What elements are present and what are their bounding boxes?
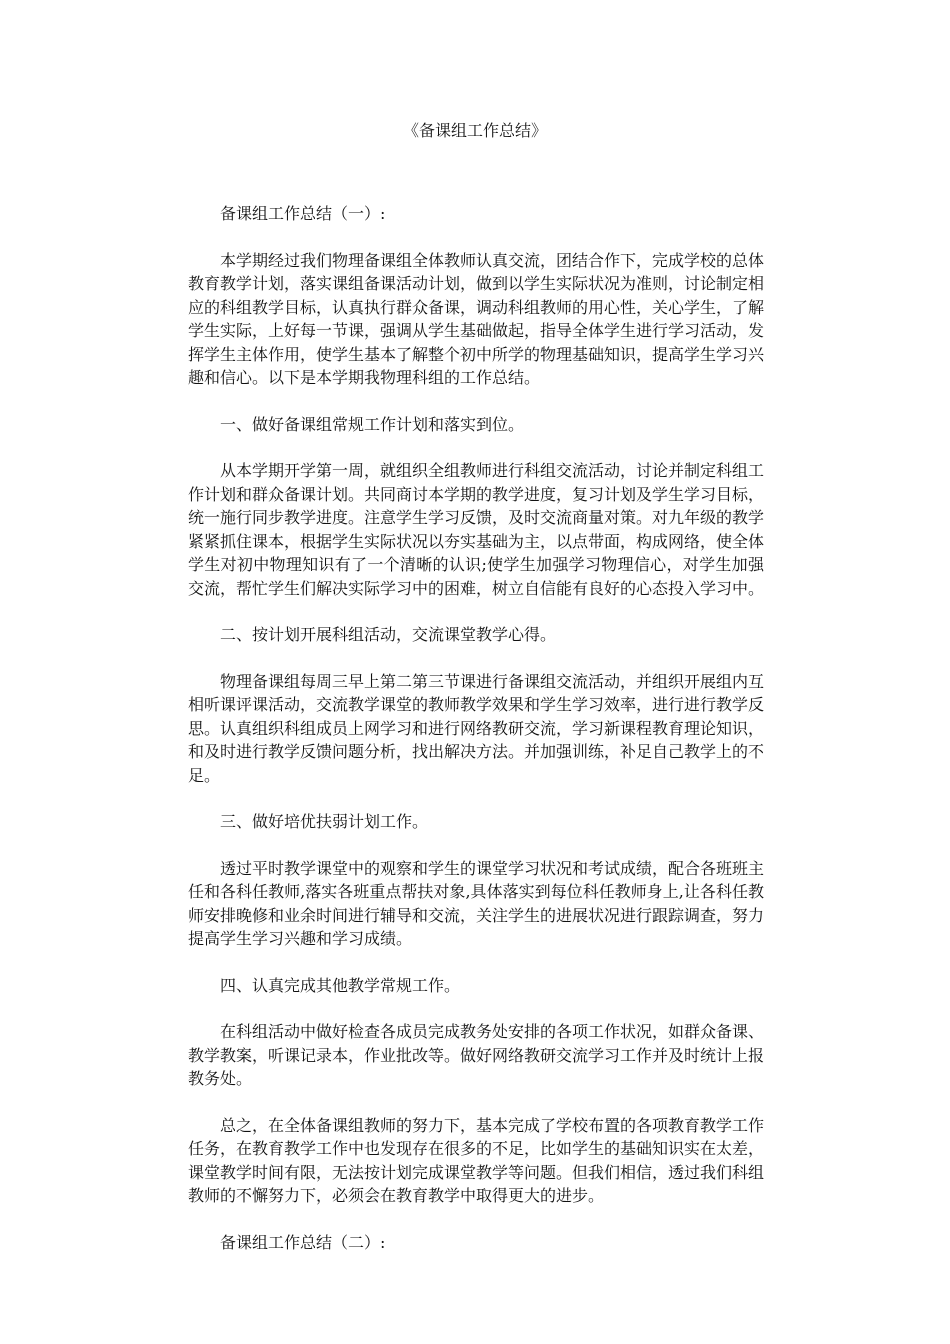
- intro-paragraph: 本学期经过我们物理备课组全体教师认真交流，团结合作下，完成学校的总体教育教学计划，落实课组备课活动计划，做到以学生实际状况为准则，讨论制定相应的科组教学目标，认真执行群众备课，调动科组教师的用心性，关心学生，了解学生实际，上好每一节课，强调从学生基础做起，指导全体学生进行学习活动，发挥学生主体作用，使学生基本了解整个初中所学的物理基础知识，提高学生学习兴趣和信心。以下是本学期我物理科组的工作总结。: [188, 250, 765, 387]
- section-heading-4: 四、认真完成其他教学常规工作。: [220, 975, 461, 995]
- section-2-paragraph: 物理备课组每周三早上第二第三节课进行备课组交流活动，并组织开展组内互相听课评课活动，交流教学课堂的教师教学效果和学生学习效率，进行进行教学反思。认真组织科组成员上网学习和进行网络教研交流，学习新课程教育理论知识，和及时进行教学反馈问题分析，找出解决方法。并加强训练，补足自己教学上的不足。: [188, 671, 765, 785]
- section-4-paragraph: 在科组活动中做好检查各成员完成教务处安排的各项工作状况，如群众备课、教学教案，听课记录本，作业批改等。做好网络教研交流学习工作并及时统计上报教务处。: [188, 1022, 765, 1088]
- section-3-paragraph: 透过平时教学课堂中的观察和学生的课堂学习状况和考试成绩，配合各班班主任和各科任教师,落实各班重点帮扶对象,具体落实到每位科任教师身上,让各科任教师安排晚修和业余时间进行辅导和交流，关注学生的进展状况进行跟踪调查，努力提高学生学习兴趣和学习成绩。: [188, 858, 765, 948]
- section-heading-1: 一、做好备课组常规工作计划和落实到位。: [220, 414, 525, 434]
- conclusion-paragraph: 总之，在全体备课组教师的努力下，基本完成了学校布置的各项教育教学工作任务，在教育教学工作中也发现存在很多的不足，比如学生的基础知识实在太差，课堂教学时间有限，无法按计划完成课堂教学等问题。但我们相信，透过我们科组教师的不懈努力下，必须会在教育教学中取得更大的进步。: [188, 1115, 765, 1205]
- section-heading-summary-2: 备课组工作总结（二）:: [220, 1232, 386, 1252]
- document-title: 《备课组工作总结》: [402, 121, 547, 140]
- section-heading-summary-1: 备课组工作总结（一）:: [220, 204, 386, 223]
- document-body: [188, 202, 764, 1277]
- section-heading-2: 二、按计划开展科组活动，交流课堂教学心得。: [220, 625, 557, 644]
- section-1-paragraph: 从本学期开学第一周，就组织全组教师进行科组交流活动，讨论并制定科组工作计划和群众备课计划。共同商讨本学期的教学进度，复习计划及学生学习目标，统一施行同步教学进度。注意学生学习反馈，及时交流商量对策。对九年级的教学紧紧抓住课本，根据学生实际状况以夯实基础为主，以点带面，构成网络，使全体学生对初中物理知识有了一个清晰的认识;使学生加强学习物理信心，对学生加强交流，帮忙学生们解决实际学习中的困难，树立自信能有良好的心态投入学习中。: [188, 461, 765, 598]
- section-heading-3: 三、做好培优扶弱计划工作。: [220, 812, 429, 831]
